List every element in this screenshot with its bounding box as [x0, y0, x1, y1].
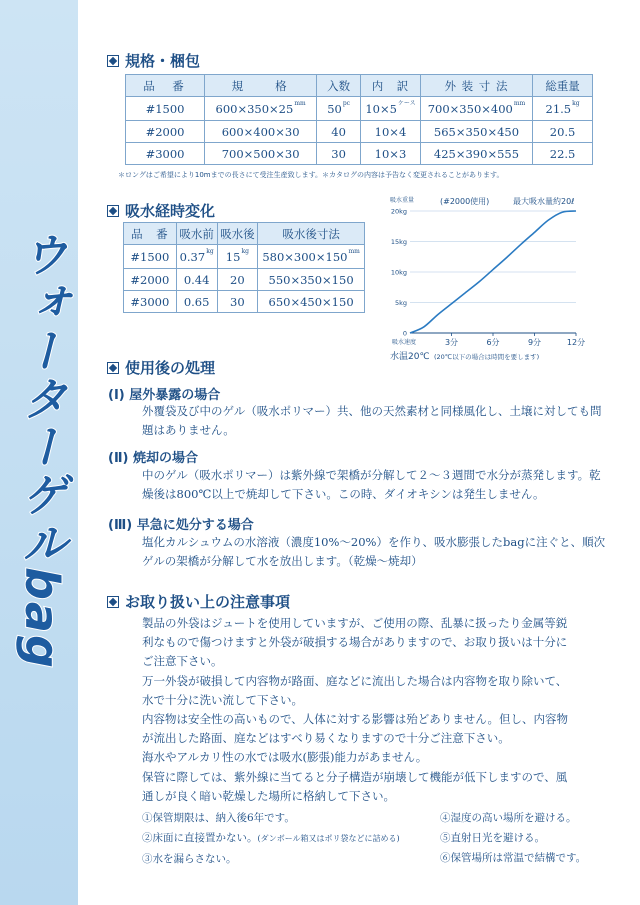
y-axis-label: 吸水重量	[390, 197, 415, 204]
y-tick-label: 0	[402, 329, 407, 338]
cell: 30	[217, 291, 258, 313]
absorb-heading-text: 吸水経時変化	[125, 202, 216, 220]
cell: 10×3	[361, 143, 421, 165]
cell: $15^{kg}$	[217, 245, 258, 269]
disposal-title-1: (Ⅰ) 屋外暴露の場合	[108, 388, 221, 403]
col-header: 吸水前	[176, 223, 217, 245]
cell: $600\times 350\times 25^{mm}$	[205, 97, 317, 121]
cautions-body	[142, 614, 612, 806]
table-row	[124, 291, 365, 313]
cell: 22.5	[533, 143, 593, 165]
spec-heading	[107, 50, 200, 71]
x-tick-label: 3分	[444, 338, 459, 347]
cell: #1500	[126, 97, 205, 121]
diamond-icon	[107, 362, 119, 374]
cell: 0.65	[176, 291, 217, 313]
cell: 425×390×555	[420, 143, 532, 165]
cell: #1500	[124, 245, 177, 269]
storage-list-right	[440, 808, 586, 868]
list-item: ⑥保管場所は常温で結構です。	[440, 852, 587, 864]
disposal-text-2: 中のゲル（吸水ポリマー）は紫外線で架橋が分解して２～３週間で水分が蒸発します。乾燥後は800℃以上で焼却して下さい。この時、ダイオキシンは発生しません。	[142, 468, 601, 501]
cell: 30	[317, 143, 361, 165]
cell: 565×350×450	[420, 121, 532, 143]
cell: $700\times 350\times 400^{mm}$	[420, 97, 532, 121]
list-item: ③水を漏らさない。	[142, 853, 237, 865]
cell: 700×500×30	[205, 143, 317, 165]
y-tick-label: 5kg	[394, 299, 407, 307]
disposal-heading	[107, 357, 215, 378]
col-header: 品 番	[124, 223, 177, 245]
col-header: 吸水後寸法	[258, 223, 365, 245]
x-axis-label: 吸水速度	[392, 339, 417, 346]
list-item: ②床面に直接置かない。(ダンボール箱又はポリ袋などに詰める)	[142, 832, 400, 844]
absorb-heading	[107, 200, 215, 221]
cautions-heading-text: お取り扱い上の注意事項	[125, 593, 291, 611]
col-header: 外 装 寸 法	[420, 75, 532, 97]
cautions-heading	[107, 591, 290, 612]
product-title: ウォーターゲルbag	[15, 230, 69, 670]
list-item-note: (ダンボール箱又はポリ袋などに詰める)	[257, 834, 400, 843]
cell: 10×4	[361, 121, 421, 143]
x-tick-label: 9分	[527, 338, 542, 347]
y-tick-label: 20kg	[390, 207, 407, 216]
caution-line: 万一外袋が破損して内容物が路面、庭などに流出した場合は内容物を取り除いて、	[142, 673, 568, 688]
caution-line: 通しが良く暗い乾燥した場所に格納して下さい。	[142, 788, 395, 803]
caution-line: 水で十分に洗い流して下さい。	[142, 692, 303, 707]
cell: $580\times 300\times 150^{mm}$	[258, 245, 365, 269]
disposal-heading-text: 使用後の処理	[125, 359, 216, 377]
col-header: 総重量	[533, 75, 593, 97]
cell: 600×400×30	[205, 121, 317, 143]
spec-heading-text: 規格・梱包	[125, 52, 201, 70]
disposal-text-1: 外覆袋及び中のゲル（吸水ポリマー）共、他の天然素材と同様風化し、土壌に対しても問題はありません。	[142, 404, 602, 437]
spec-note: ＊ロングはご希望により10mまでの長さにて受注生産致します。＊カタログの内容は予告なく変更されることがあります。	[118, 171, 504, 179]
x-tick-label: 6分	[486, 338, 500, 347]
list-item: ①保管期限は、納入後6年です。	[142, 812, 295, 824]
diamond-icon	[107, 205, 119, 217]
absorption-chart	[378, 193, 618, 363]
table-row	[126, 121, 593, 143]
cell: 20	[217, 269, 258, 291]
disposal-title-2: (Ⅱ) 焼却の場合	[108, 451, 198, 466]
cell: #3000	[126, 143, 205, 165]
cell: #3000	[124, 291, 177, 313]
y-tick-label: 15kg	[390, 238, 407, 246]
col-header: 規 格	[205, 75, 317, 97]
cell: 550×350×150	[258, 269, 365, 291]
disposal-title-3: (Ⅲ) 早急に処分する場合	[108, 518, 254, 533]
table-row	[126, 97, 593, 121]
col-header: 吸水後	[217, 223, 258, 245]
storage-list-left	[142, 808, 400, 869]
caution-line: 保管に際しては、紫外線に当てると分子構造が崩壊して機能が低下しますので、風	[142, 769, 568, 784]
absorb-table	[123, 222, 365, 313]
cell: $21.5^{kg}$	[533, 97, 593, 121]
cell: 40	[317, 121, 361, 143]
caution-line: 海水やアルカリ性の水では吸水(膨張)能力があません。	[142, 750, 428, 765]
list-item: ④湿度の高い場所を避ける。	[440, 812, 577, 824]
series-note: (#2000使用)	[440, 197, 490, 206]
diamond-icon	[107, 596, 119, 608]
caution-line: 内容物は安全性の高いもので、人体に対する影響は殆どありません。但し、内容物	[142, 712, 568, 727]
cell: $0.37^{kg}$	[176, 245, 217, 269]
y-tick-label: 10kg	[390, 268, 407, 277]
list-item: ⑤直射日光を避ける。	[440, 832, 545, 844]
x-tick-label: 12分	[566, 338, 586, 347]
chart-caption: 水温20℃	[390, 352, 430, 362]
max-note: 最大吸水量約20ℓ	[513, 197, 575, 206]
cell: 0.44	[176, 269, 217, 291]
cell: 650×450×150	[258, 291, 365, 313]
table-row	[124, 269, 365, 291]
cell: 20.5	[533, 121, 593, 143]
caution-line: 利なもので傷つけますと外袋が破損する場合がありますので、お取り扱いは十分に	[142, 635, 568, 650]
sidebar-band	[0, 0, 78, 905]
col-header: 品 番	[126, 75, 205, 97]
diamond-icon	[107, 55, 119, 67]
cell: $10\times 5^{ケース}$	[361, 97, 421, 121]
disposal-text-3: 塩化カルシュウムの水溶液（濃度10%～20%）を作り、吸水膨張したbagに注ぐと、順次ゲルの架橋が分解して水を放出します。（乾燥～焼却）	[142, 535, 606, 568]
table-row	[124, 245, 365, 269]
spec-table	[125, 74, 593, 165]
table-row	[126, 143, 593, 165]
cell: #2000	[126, 121, 205, 143]
cell: #2000	[124, 269, 177, 291]
cell: $50^{pc}$	[317, 97, 361, 121]
chart-caption-note: (20℃以下の場合は時間を要します)	[434, 353, 540, 361]
caution-line: 製品の外袋はジュートを使用していますが、ご使用の際、乱暴に扱ったり金属等鋭	[142, 616, 568, 630]
caution-line: が流出した路面、庭などはすべり易くなりますので十分ご注意下さい。	[142, 731, 510, 746]
col-header: 内 訳	[361, 75, 421, 97]
caution-line: ご注意下さい。	[142, 654, 223, 669]
col-header: 入数	[317, 75, 361, 97]
